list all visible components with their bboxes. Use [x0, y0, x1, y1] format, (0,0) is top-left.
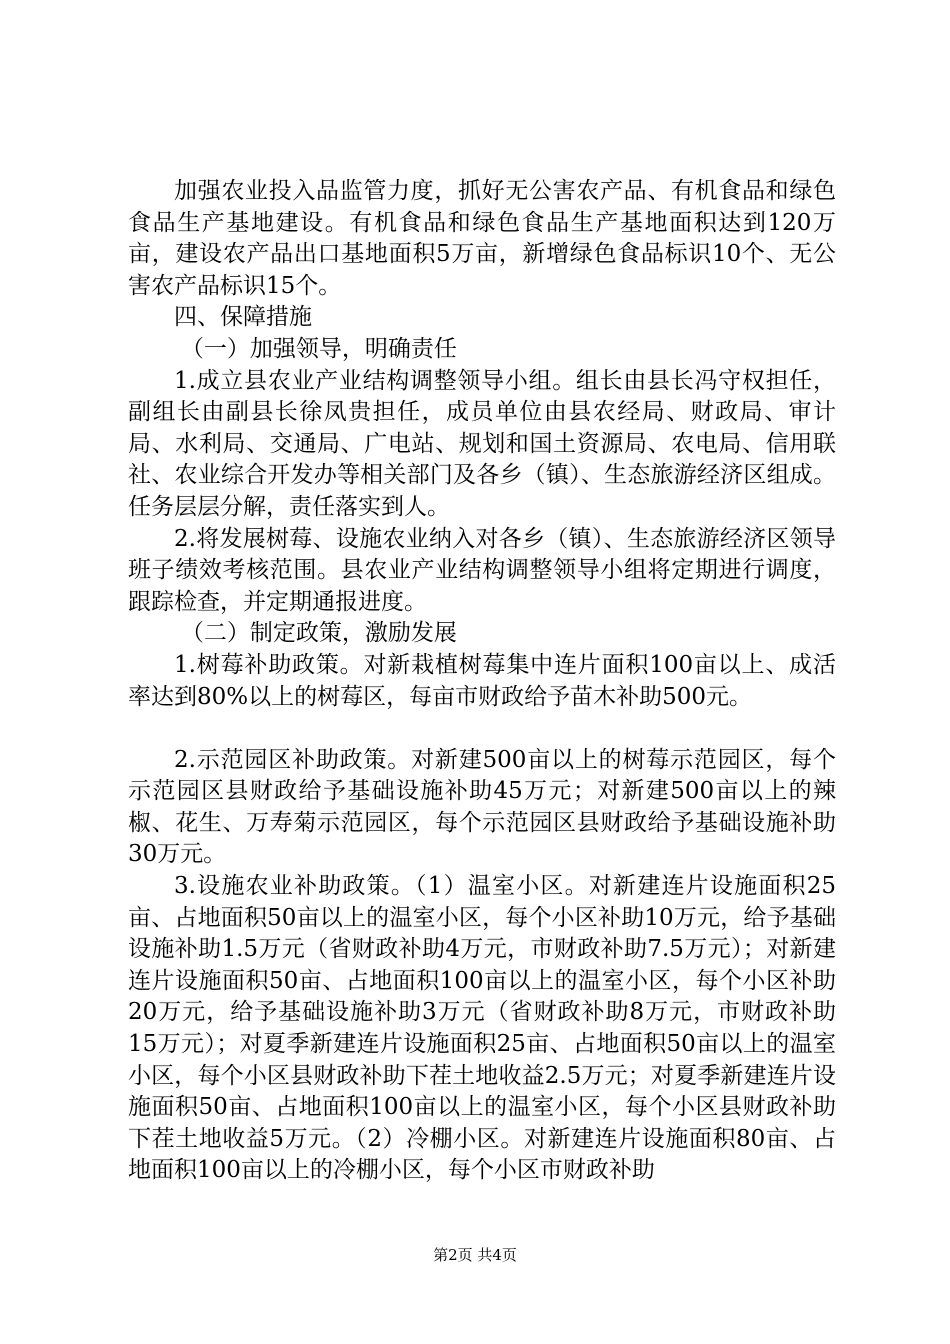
paragraph-quality-supervision: 加强农业投入品监管力度，抓好无公害农产品、有机食品和绿色食品生产基地建设。有机食品和绿色食品生产基地面积达到120万亩，建设农产品出口基地面积5万亩，新增绿色食品标识10个、无公害农产品标识15个。 — [128, 178, 836, 299]
subsection-heading-policy: （二）制定政策，激励发展 — [180, 620, 457, 647]
paragraph-leading-group: 1.成立县农业产业结构调整领导小组。组长由县长冯守权担任，副组长由副县长徐凤贵担任，成员单位由县农经局、财政局、审计局、水利局、交通局、广电站、规划和国土资源局、农电局、信用联社、农业综合开发办等相关部门及各乡（镇）、生态旅游经济区组成。任务层层分解，责任落实到人。 — [128, 367, 836, 520]
page-number-footer: 第2页 共4页 — [433, 1246, 517, 1264]
paragraph-gap — [128, 713, 836, 745]
paragraph-demo-park-subsidy: 2.示范园区补助政策。对新建500亩以上的树莓示范园区，每个示范园区县财政给予基础设施补助45万元；对新建500亩以上的辣椒、花生、万寿菊示范园区，每个示范园区县财政给予基础设施补助30万元。 — [128, 746, 836, 868]
document-body — [128, 176, 836, 1187]
paragraph-raspberry-subsidy: 1.树莓补助政策。对新栽植树莓集中连片面积100亩以上、成活率达到80%以上的树莓区，每亩市财政给予苗木补助500元。 — [128, 651, 836, 710]
paragraph-facility-agriculture-subsidy: 3.设施农业补助政策。（1）温室小区。对新建连片设施面积25亩、占地面积50亩以上的温室小区，每个小区补助10万元，给予基础设施补助1.5万元（省财政补助4万元，市财政补助7.5万元）；对新建连片设施面积50亩、占地面积100亩以上的温室小区，每个小区补助20万元，给予基础设施补助3万元（省财政补助8万元，市财政补助15万元）；对夏季新建连片设施面积25亩、占地面积50亩以上的温室小区，每个小区县财政补助下茬土地收益2.5万元；对夏季新建连片设施面积50亩、占地面积100亩以上的温室小区，每个小区县财政补助下茬土地收益5万元。（2）冷棚小区。对新建连片设施面积80亩、占地面积100亩以上的冷棚小区，每个小区市财政补助 — [128, 873, 836, 1184]
subsection-heading-leadership: （一）加强领导，明确责任 — [180, 335, 457, 362]
section-heading-safeguards: 四、保障措施 — [174, 304, 312, 331]
paragraph-performance-assessment: 2.将发展树莓、设施农业纳入对各乡（镇）、生态旅游经济区领导班子绩效考核范围。县农业产业结构调整领导小组将定期进行调度，跟踪检查，并定期通报进度。 — [128, 525, 836, 615]
